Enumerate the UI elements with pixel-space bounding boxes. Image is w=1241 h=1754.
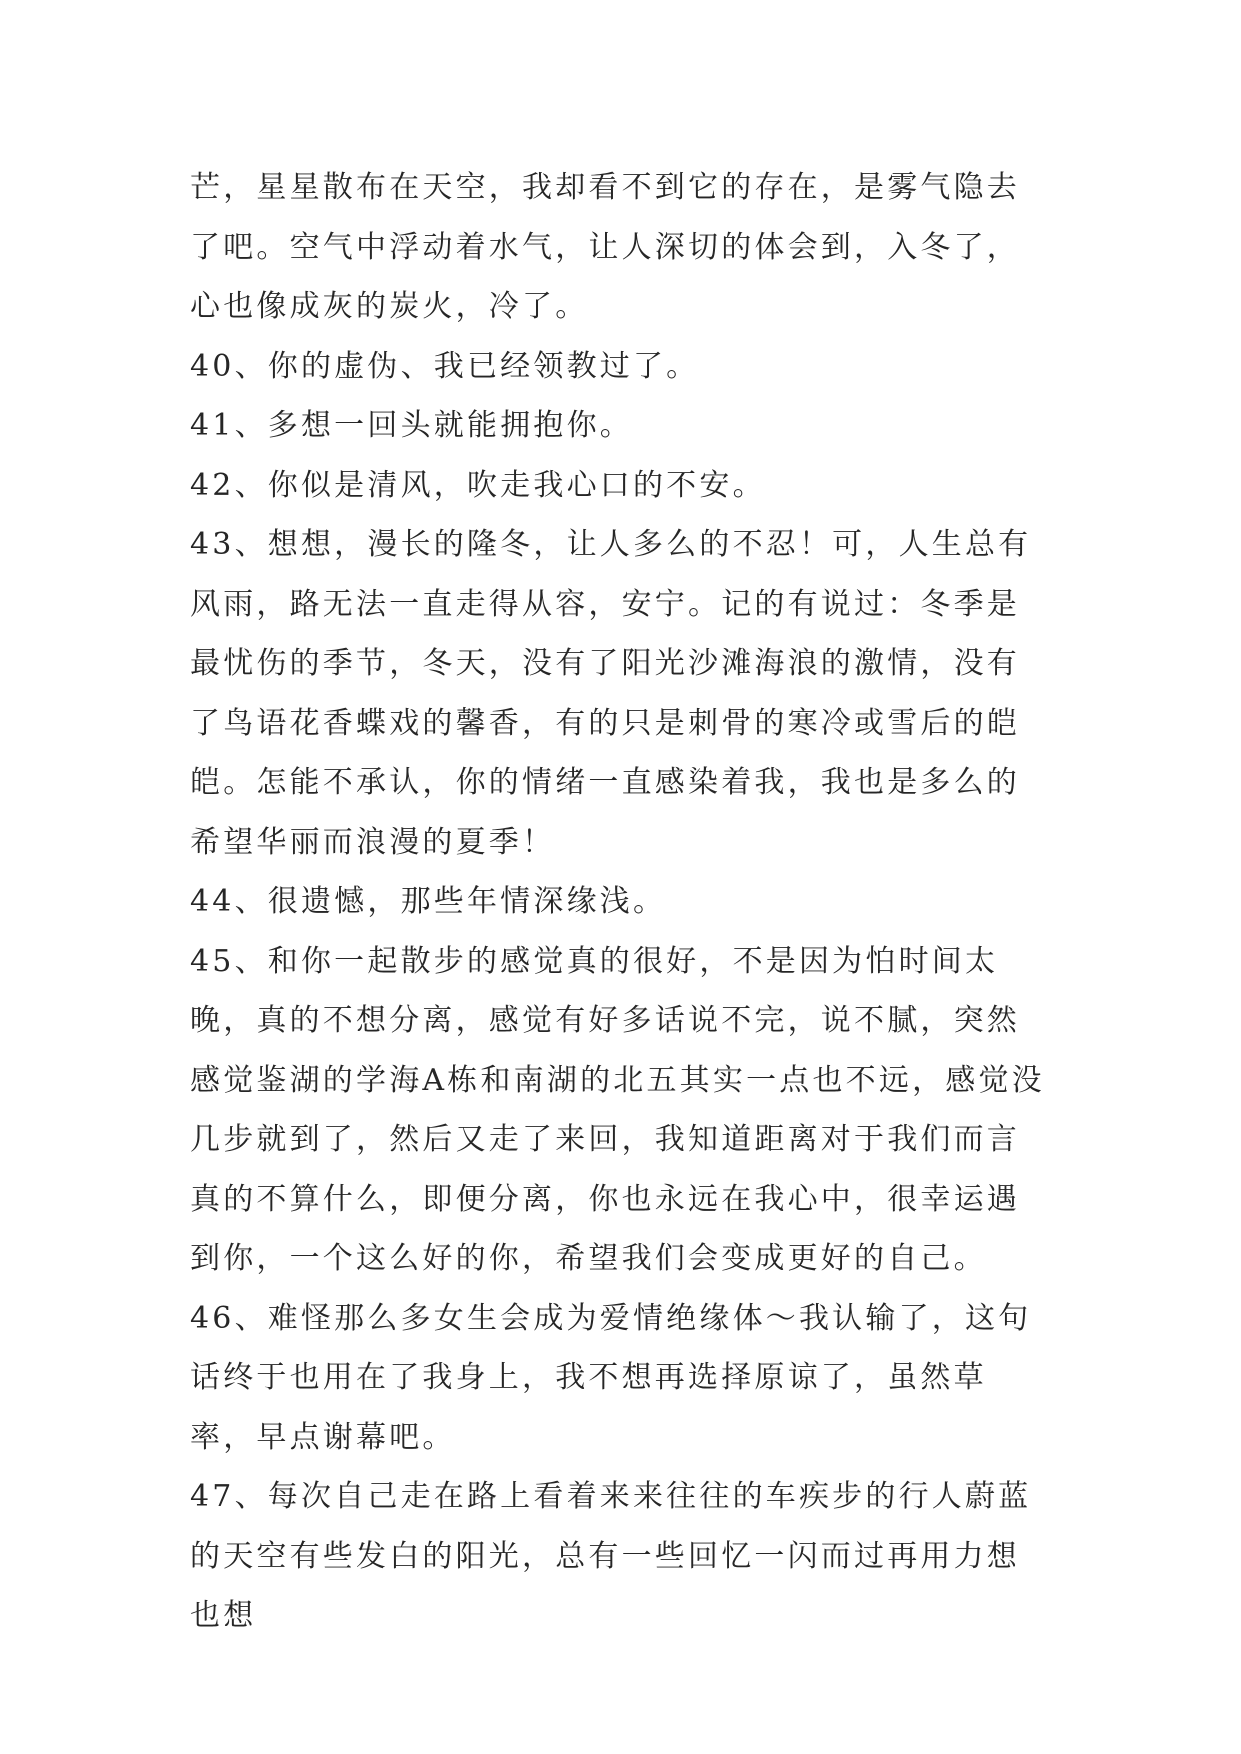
document-body — [190, 158, 1050, 1646]
paragraph: 46、难怪那么多女生会成为爱情绝缘体～我认输了，这句话终于也用在了我身上，我不想再选择原谅了，虽然草率，早点谢幕吧。 — [190, 1300, 1032, 1455]
paragraph: 芒，星星散布在天空，我却看不到它的存在，是雾气隐去了吧。空气中浮动着水气，让人深切的体会到，入冬了，心也像成灰的炭火，冷了。 — [190, 170, 1020, 324]
paragraph: 40、你的虚伪、我已经领教过了。 — [190, 348, 700, 384]
paragraph: 43、想想，漫长的隆冬，让人多么的不忍！可，人生总有风雨，路无法一直走得从容，安宁。记的有说过：冬季是最忧伤的季节，冬天，没有了阳光沙滩海浪的激情，没有了鸟语花香蝶戏的馨香，有的只是刺骨的寒冷或雪后的皑皑。怎能不承认，你的情绪一直感染着我，我也是多么的希望华丽而浪漫的夏季！ — [190, 527, 1032, 860]
paragraph: 42、你似是清风，吹走我心口的不安。 — [190, 467, 766, 503]
paragraph: 47、每次自己走在路上看着来来往往的车疾步的行人蔚蓝的天空有些发白的阳光，总有一些回忆一闪而过再用力想也想 — [190, 1479, 1032, 1633]
paragraph: 45、和你一起散步的感觉真的很好，不是因为怕时间太晚，真的不想分离，感觉有好多话说不完，说不腻，突然感觉鉴湖的学海A栋和南湖的北五其实一点也不远，感觉没几步就到了，然后又走了来回，我知道距离对于我们而言真的不算什么，即便分离，你也永远在我心中，很幸运遇到你，一个这么好的你，希望我们会变成更好的自己。 — [190, 943, 1045, 1276]
paragraph: 44、很遗憾，那些年情深缘浅。 — [190, 884, 667, 919]
paragraph: 41、多想一回头就能拥抱你。 — [190, 408, 633, 443]
